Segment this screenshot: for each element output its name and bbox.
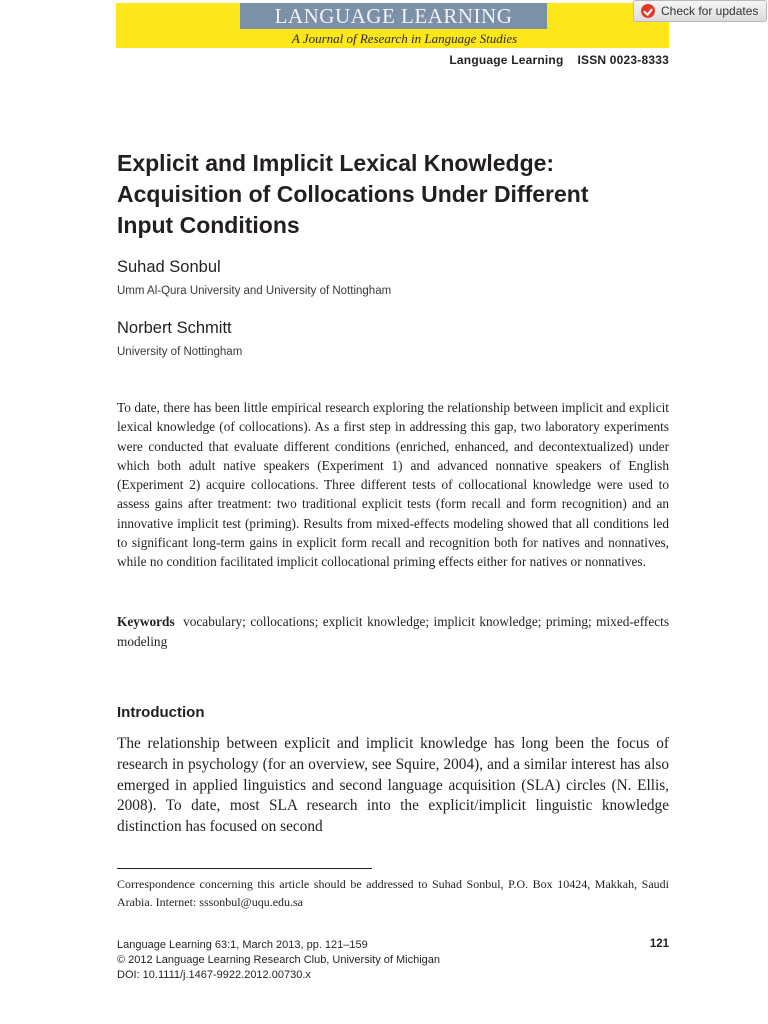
page-number: 121 <box>649 938 669 950</box>
title-line: Input Conditions <box>117 212 300 238</box>
section-heading: Introduction <box>117 704 205 721</box>
author-name: Norbert Schmitt <box>117 319 232 337</box>
journal-title-box <box>240 3 547 29</box>
footnote-divider <box>117 868 372 869</box>
article-title <box>117 148 677 241</box>
journal-name: Language Learning <box>449 53 564 67</box>
keywords-list: vocabulary; collocations; explicit knowledge; implicit knowledge; priming; mixed-effects modeling <box>117 614 669 649</box>
body-paragraph: The relationship between explicit and implicit knowledge has long been the focus of research in psychology (for an overview, see Squire, 2004), and a similar interest has also emerged in applied linguistics and second language acquisition (SLA) circles (N. Ellis, 2008). To date, most SLA research into the explicit/implicit linguistic knowledge distinction has focused on second <box>117 735 669 836</box>
title-line: Explicit and Implicit Lexical Knowledge: <box>117 150 555 176</box>
author-affiliation: University of Nottingham <box>117 346 243 358</box>
journal-title: LANGUAGE LEARNING <box>274 4 513 28</box>
issn: ISSN 0023-8333 <box>577 53 669 67</box>
check-for-updates-label: Check for updates <box>661 4 759 18</box>
title-line: Acquisition of Collocations Under Different <box>117 181 589 207</box>
journal-subtitle: A Journal of Research in Language Studies <box>291 31 518 46</box>
author-affiliation: Umm Al-Qura University and University of Nottingham <box>117 285 392 297</box>
check-for-updates-button[interactable] <box>633 0 767 22</box>
abstract: To date, there has been little empirical research exploring the relationship between implicit and explicit lexical knowledge (of collocations). As a first step in addressing this gap, two laboratory experiments were conducted that evaluate different conditions (enriched, enhanced, and decontextualized) under which both adult native speakers (Experiment 1) and advanced nonnative speakers of English (Experiment 2) acquire collocations. Three different tests of collocational knowledge were used to assess gains after treatment: two traditional explicit tests (form recall and form recognition) and an innovative implicit test (priming). Results from mixed-effects modeling showed that all conditions led to significant long-term gains in explicit form recall and recognition both for natives and nonnatives, while no condition facilitated implicit collocational priming effects either for natives or nonnatives. <box>117 400 669 570</box>
citation-line: Language Learning 63:1, March 2013, pp. 121–159 <box>117 939 368 951</box>
copyright-line: © 2012 Language Learning Research Club, University of Michigan <box>117 954 441 966</box>
journal-meta-line <box>449 53 669 67</box>
footnote: Correspondence concerning this article should be addressed to Suhad Sonbul, P.O. Box 10424, Makkah, Saudi Arabia. Internet: sssonbul@uqu.edu.sa <box>117 877 669 909</box>
check-update-icon <box>641 4 655 18</box>
doi-line: DOI: 10.1111/j.1467-9922.2012.00730.x <box>117 969 311 981</box>
author-name: Suhad Sonbul <box>117 258 221 276</box>
page-footer <box>117 938 669 983</box>
keywords <box>117 612 669 651</box>
keywords-label: Keywords <box>117 614 175 629</box>
